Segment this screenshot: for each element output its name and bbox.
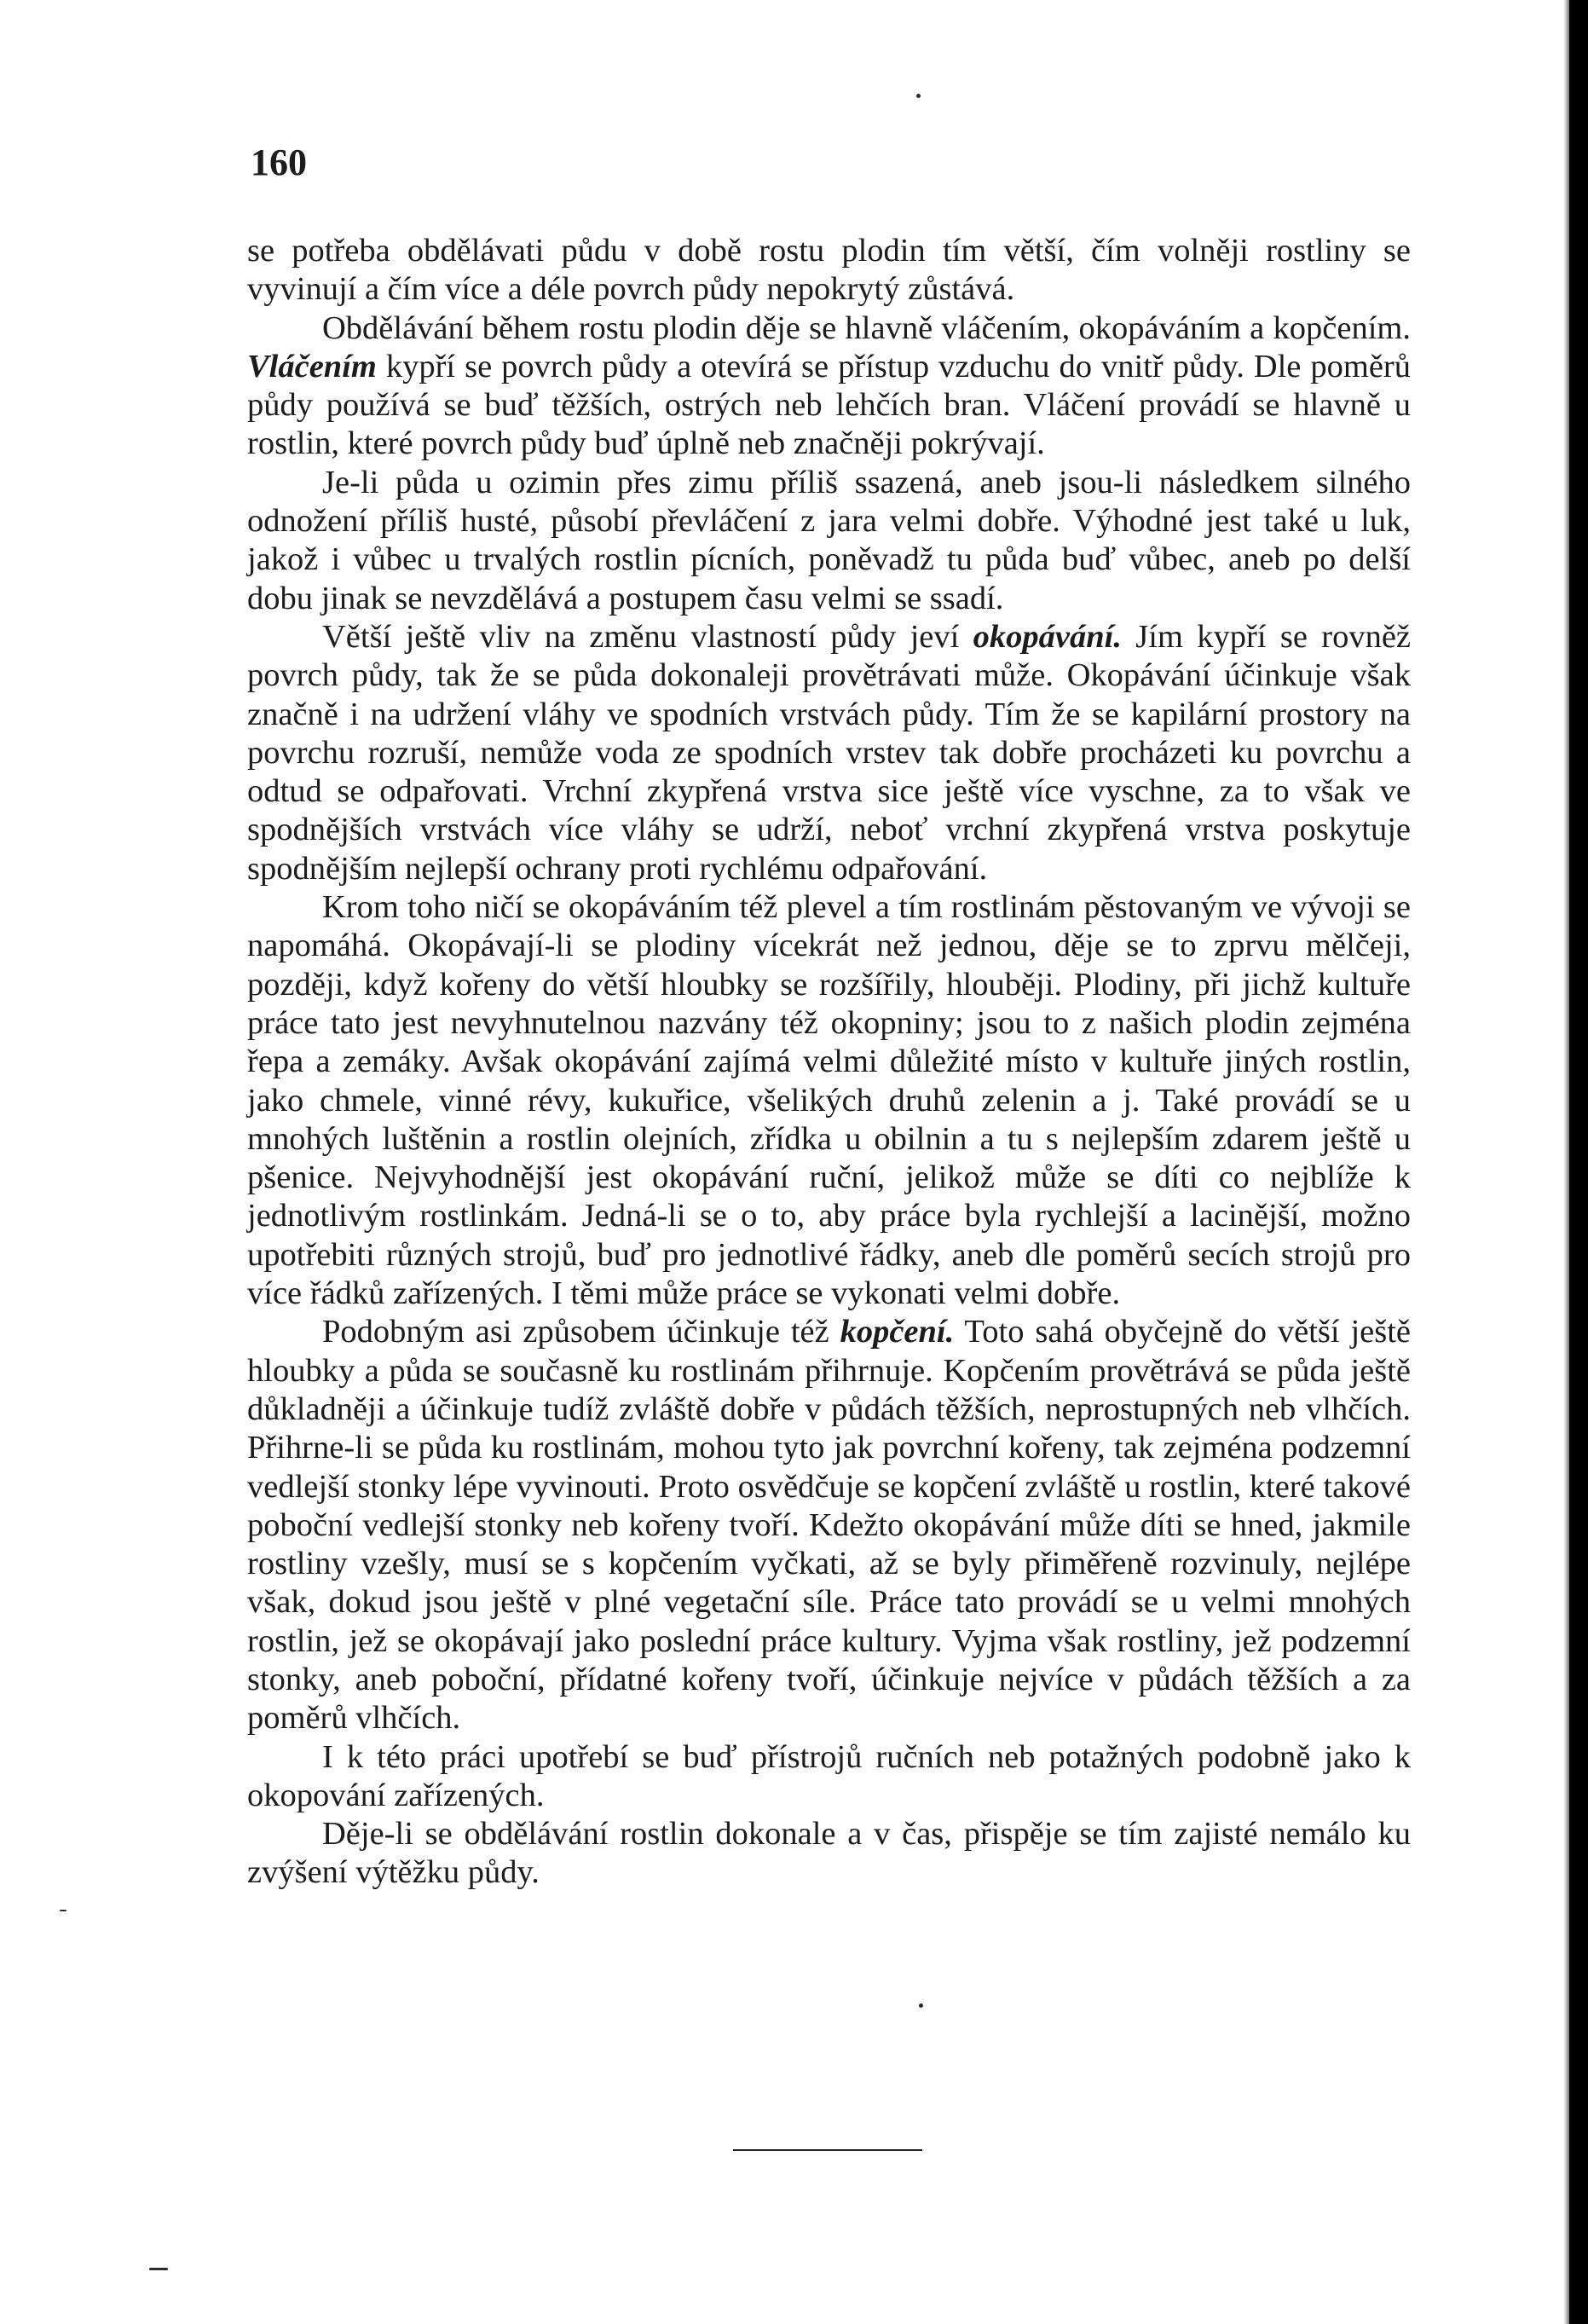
paragraph [247, 232, 1411, 309]
scan-speck [149, 2268, 168, 2270]
paragraph [247, 1738, 1411, 1816]
scan-edge [1569, 0, 1588, 2324]
scan-speck [60, 1910, 66, 1911]
paragraph [247, 618, 1411, 888]
paragraph [247, 464, 1411, 618]
paragraph [247, 888, 1411, 1313]
text-run: Je-li půda u ozimin přes zimu příliš ssazená, aneb jsou-li následkem silného odnožení příliš husté, působí převláčení z jara velmi dobře. Výhodné jest také u luk, jakož i vůbec u trvalých rostlin pícních, poněvadž tu půda buď vůbec, aneb po delší dobu jinak se nevzdělává a postupem času velmi se ssadí. [247, 464, 1411, 616]
page-number: 160 [251, 142, 307, 183]
text-run: I k této práci upotřebí se buď přístrojů ručních neb potažných podobně jako k okopování zařízených. [247, 1738, 1411, 1813]
text-run: se potřeba obdělávati půdu v době rostu plodin tím větší, čím volněji rostliny se vyvinují a čím více a déle povrch půdy nepokrytý zůstává. [247, 233, 1411, 308]
text-run: kypří se povrch půdy a otevírá se přístup vzduchu do vnitř půdy. Dle poměrů půdy používá se buď těžších, ostrých neb lehčích bran. Vláčení provádí se hlavně u rostlin, které povrch půdy buď úplně neb značněji pokrývají. [247, 348, 1411, 462]
paragraph [247, 1313, 1411, 1737]
emphasized-term: Vláčením [247, 348, 377, 384]
text-run: Jím kypří se rovněž povrch půdy, tak že se půda dokonaleji provětrávati může. Okopávání účinkuje však značně i na udržení vláhy ve spodních vrstvách půdy. Tím že se kapilární prostory na povrchu rozruší, nemůže voda ze spodních vrstev tak dobře procházeti ku povrchu a odtud se odpařovati. Vrchní zkypřená vrstva sice ještě více vyschne, za to však ve spodnějších vrstvách více vláhy se udrží, neboť vrchní zkypřená vrstva poskytuje spodnějším nejlepší ochrany proti rychlému odpařování. [247, 618, 1411, 887]
text-run: Děje-li se obdělávání rostlin dokonale a v čas, přispěje se tím zajisté nemálo ku zvýšení výtěžku půdy. [247, 1816, 1411, 1891]
end-rule [733, 2149, 922, 2151]
scan-speck [919, 2003, 923, 2008]
text-run: Podobným asi způsobem účinkuje též [322, 1314, 840, 1350]
paragraph [247, 309, 1411, 464]
text-run: Toto sahá obyčejně do větší ještě hloubky a půda se současně ku rostlinám přihrnuje. Kopčením provětrává se půda ještě důkladněji a účinkuje tudíž zvláště dobře v půdách těžších, neprostupných neb vlhčích. Přihrne-li se půda ku rostlinám, mohou tyto jak povrchní kořeny, tak zejména podzemní vedlejší stonky lépe vyvinouti. Proto osvědčuje se kopčení zvláště u rostlin, které takové poboční vedlejší stonky neb kořeny tvoří. Kdežto okopávání může díti se hned, jakmile rostliny vzešly, musí se s kopčením vyčkati, až se byly přiměřeně rozvinuly, nejlépe však, dokud jsou ještě v plné vegetační síle. Práce tato provádí se u velmi mnohých rostlin, jež se okopávají jako poslední práce kultury. Vyjma však rostliny, jež podzemní stonky, aneb poboční, přídatné kořeny tvoří, účinkuje nejvíce v půdách těžších a za poměrů vlhčích. [247, 1314, 1411, 1737]
text-run: Větší ještě vliv na změnu vlastností půdy jeví [322, 618, 973, 655]
body-text [247, 232, 1411, 1893]
text-run: Obdělávání během rostu plodin děje se hlavně vláčením, okopáváním a kopčením. [322, 309, 1411, 346]
paragraph [247, 1815, 1411, 1893]
emphasized-term: kopčení. [840, 1314, 955, 1350]
text-run: Krom toho ničí se okopáváním též plevel a tím rostlinám pěstovaným ve vývoji se napomáhá. Okopávají-li se plodiny vícekrát než jednou, děje se to zprvu mělčeji, později, když kořeny do větší hloubky se rozšířily, hlouběji. Plodiny, při jichž kultuře práce tato jest nevyhnutelnou nazvány též okopniny; jsou to z našich plodin zejména řepa a zemáky. Avšak okopávání zajímá velmi důležité místo v kultuře jiných rostlin, jako chmele, vinné révy, kukuřice, všelikých druhů zelenin a j. Také provádí se u mnohých luštěnin a rostlin olejních, zřídka u obilnin a tu s nejlepším zdarem ještě u pšenice. Nejvyhodnější jest okopávání ruční, jelikož může se díti co nejblíže k jednotlivým rostlinkám. Jedná-li se o to, aby práce byla rychlejší a lacinější, možno upotřebiti různých strojů, buď pro jednotlivé řádky, aneb dle poměrů secích strojů pro více řádků zařízených. I těmi může práce se vykonati velmi dobře. [247, 889, 1411, 1312]
emphasized-term: okopávání. [973, 618, 1122, 655]
scan-speck [916, 94, 921, 98]
